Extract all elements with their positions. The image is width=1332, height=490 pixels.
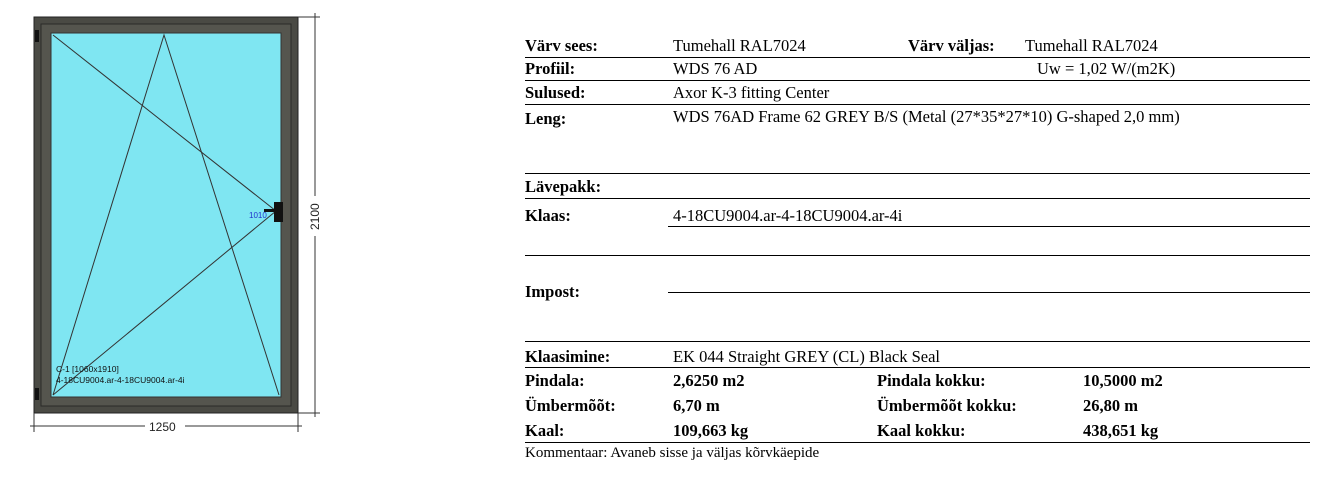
weight-label: Kaal: bbox=[525, 421, 565, 440]
glass-label: Klaas: bbox=[525, 206, 571, 225]
locks-label: Sulused: bbox=[525, 83, 586, 102]
height-dimension-label: 2100 bbox=[308, 203, 322, 230]
color-out-value: Tumehall RAL7024 bbox=[1025, 36, 1158, 55]
frame-label: Leng: bbox=[525, 109, 567, 128]
weight-value: 109,663 kg bbox=[673, 421, 749, 440]
perimeter-value: 6,70 m bbox=[673, 396, 720, 415]
color-seen-value: Tumehall RAL7024 bbox=[673, 36, 806, 55]
area-total-value: 10,5000 m2 bbox=[1083, 371, 1163, 390]
frame-value: WDS 76AD Frame 62 GREY B/S (Metal (27*35*27*10) G-shaped 2,0 mm) bbox=[673, 107, 1180, 126]
window-glass bbox=[51, 33, 281, 397]
color-seen-label: Värv sees: bbox=[525, 36, 598, 55]
comment-text: Kommentaar: Avaneb sisse ja väljas kõrvkäepide bbox=[525, 445, 820, 461]
perimeter-total-value: 26,80 m bbox=[1083, 396, 1138, 415]
profile-label: Profiil: bbox=[525, 59, 576, 78]
area-label: Pindala: bbox=[525, 371, 585, 390]
weight-total-label: Kaal kokku: bbox=[877, 421, 966, 440]
glazing-label: Klaasimine: bbox=[525, 347, 611, 366]
hinge-bottom bbox=[35, 388, 39, 400]
window-drawing bbox=[0, 0, 340, 450]
sill-label: Lävepakk: bbox=[525, 177, 602, 196]
glass-spec-label: 4-18CU9004.ar-4-18CU9004.ar-4i bbox=[56, 375, 185, 385]
hinge-top bbox=[35, 30, 39, 42]
perimeter-total-label: Ümbermõõt kokku: bbox=[877, 396, 1017, 415]
area-value: 2,6250 m2 bbox=[673, 371, 745, 390]
uw-value: Uw = 1,02 W/(m2K) bbox=[1037, 59, 1176, 78]
locks-value: Axor K-3 fitting Center bbox=[673, 83, 830, 102]
glazing-value: EK 044 Straight GREY (CL) Black Seal bbox=[673, 347, 941, 366]
handle-label: 1010 bbox=[249, 211, 267, 220]
profile-value: WDS 76 AD bbox=[673, 59, 758, 78]
glass-value: 4-18CU9004.ar-4-18CU9004.ar-4i bbox=[673, 206, 903, 225]
weight-total-value: 438,651 kg bbox=[1083, 421, 1159, 440]
width-dimension-label: 1250 bbox=[149, 420, 176, 434]
sash-label: C-1 [1060x1910] bbox=[56, 364, 119, 374]
color-out-label: Värv väljas: bbox=[908, 36, 995, 55]
mullion-label: Impost: bbox=[525, 282, 581, 301]
area-total-label: Pindala kokku: bbox=[877, 371, 986, 390]
perimeter-label: Ümbermõõt: bbox=[525, 396, 616, 415]
